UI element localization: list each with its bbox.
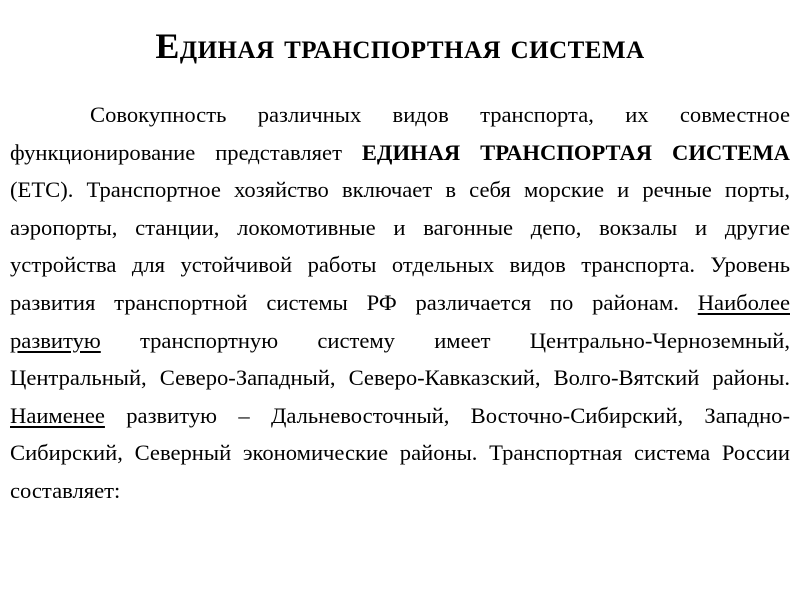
text-most-developed-regions: транспортную систему имеет Центрально-Черноземный, Центральный, Северо-Западный, Северо-Кавказский, Волго-Вятский районы. [10, 327, 790, 391]
most-developed-underlined: Наиболее развитую [10, 289, 790, 353]
text-ets-description: (ЕТС). Транспортное хозяйство включает в себя морские и речные порты, аэропорты, станции, локомотивные и вагонные депо, вокзалы и другие устройства для устойчивой работы отдельных видов транспорта. Уровень развития транспортной системы РФ различается по районам. [10, 177, 790, 315]
body-paragraph [10, 96, 790, 510]
ets-term: ЕДИНАЯ ТРАНСПОРТАЯ СИСТЕМА [361, 139, 790, 165]
slide-title: Единая транспортная система [155, 26, 645, 66]
least-developed-underlined: Наименее [10, 402, 105, 428]
text-least-developed-regions: развитую – Дальневосточный, Восточно-Сибирский, Западно-Сибирский, Северный экономические районы. Транспортная система России составляет: [10, 402, 790, 503]
text-intro: Совокупность различных видов транспорта, их совместное функционирование представляет [10, 102, 790, 165]
